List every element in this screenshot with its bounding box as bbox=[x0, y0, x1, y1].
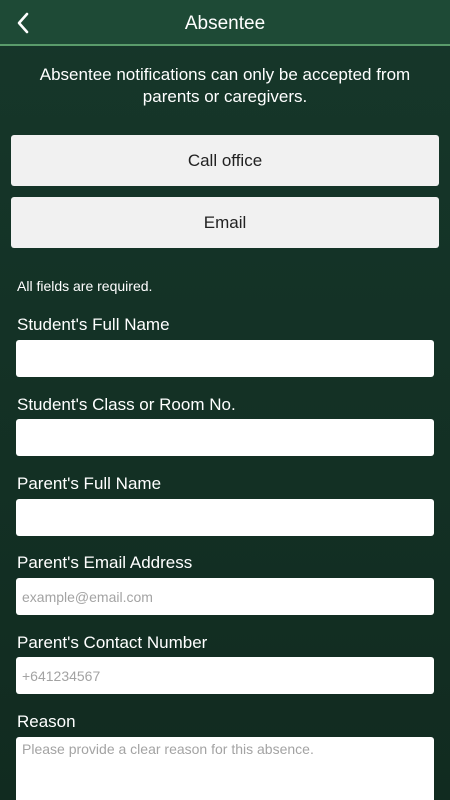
header-bar bbox=[0, 0, 450, 46]
parent-email-label: Parent's Email Address bbox=[17, 553, 193, 572]
student-name-input[interactable] bbox=[16, 340, 434, 377]
reason-textarea[interactable] bbox=[16, 737, 434, 800]
page-title: Absentee bbox=[184, 13, 266, 34]
student-name-label: Student's Full Name bbox=[17, 315, 170, 334]
required-note: All fields are required. bbox=[17, 278, 153, 294]
student-class-input[interactable] bbox=[16, 419, 434, 456]
reason-label: Reason bbox=[17, 712, 76, 731]
parent-contact-input[interactable] bbox=[16, 657, 434, 694]
student-class-label: Student's Class or Room No. bbox=[17, 395, 236, 414]
parent-email-input[interactable] bbox=[16, 578, 434, 615]
parent-contact-label: Parent's Contact Number bbox=[17, 633, 208, 652]
notice-text: Absentee notifications can only be accepted from parents or caregivers. bbox=[39, 65, 411, 106]
parent-name-input[interactable] bbox=[16, 499, 434, 536]
call-office-button[interactable]: Call office bbox=[11, 135, 439, 186]
email-button[interactable]: Email bbox=[11, 197, 439, 248]
parent-name-label: Parent's Full Name bbox=[17, 474, 162, 493]
